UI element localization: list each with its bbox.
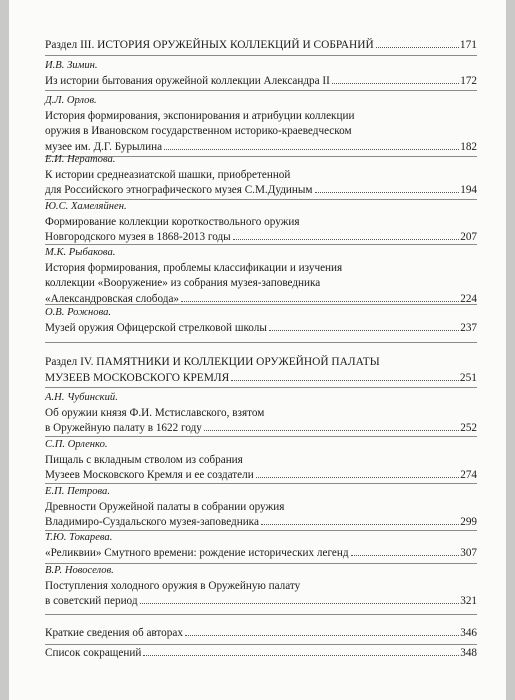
toc-entry[interactable]: Ю.С. Хамеляйнен. Формирование коллекции короткоствольного оружия Новгородского музея в 1868-2013 годы 207 [45, 199, 477, 246]
page-number: 346 [460, 627, 477, 639]
author: О.В. Рожнова. [45, 307, 112, 318]
author: Е.И. Нератова. [45, 154, 116, 165]
toc-entry[interactable]: И.В. Зимин. Из истории бытования оружейной коллекции Александра II 172 [45, 58, 477, 89]
toc-entry[interactable]: О.В. Рожнова. Музей оружия Офицерской стрелковой школы 237 [45, 305, 477, 336]
page-number: 182 [460, 140, 477, 153]
page-number: 274 [460, 469, 477, 481]
section-4-heading[interactable]: Раздел IV. ПАМЯТНИКИ И КОЛЛЕКЦИИ ОРУЖЕЙНОЙ ПАЛАТЫ МУЗЕЕВ МОСКОВСКОГО КРЕМЛЯ 251 [45, 355, 477, 386]
page-number: 299 [460, 516, 477, 528]
divider [45, 387, 477, 388]
page-number: 207 [460, 231, 477, 243]
author: Ю.С. Хамеляйнен. [45, 201, 127, 212]
section-3-heading[interactable]: Раздел III. ИСТОРИЯ ОРУЖЕЙНЫХ КОЛЛЕКЦИЙ И СОБРАНИЙ 171 [45, 38, 477, 54]
toc-entry[interactable]: Е.П. Петрова. Древности Оружейной палаты в собрании оружия Владимиро-Суздальского музея-заповедника 299 [45, 484, 477, 531]
page-number: 307 [460, 546, 477, 559]
page-number: 224 [460, 292, 477, 305]
author: Д.Л. Орлов. [45, 95, 97, 106]
author: Т.Ю. Токарева. [45, 532, 113, 543]
toc-entry[interactable]: М.К. Рыбакова. История формирования, проблемы классификации и изучения коллекции «Вооружение» из собрания музея-заповедника «Александровская слобода» 224 [45, 245, 477, 307]
divider [45, 614, 477, 615]
page-number: 194 [460, 184, 477, 196]
divider [45, 55, 477, 56]
page-number: 251 [459, 371, 477, 384]
toc-entry[interactable]: В.Р. Новоселов. Поступления холодного оружия в Оружейную палату в советский период 321 [45, 563, 477, 610]
page-number: 171 [459, 39, 477, 51]
page-number: 172 [460, 74, 477, 87]
toc-entry[interactable]: Е.И. Нератова. К истории среднеазиатской шашки, приобретенной для Российского этнографического музея С.М.Дудиным 194 [45, 152, 477, 199]
toc-entry[interactable]: Д.Л. Орлов. История формирования, экспонирования и атрибуции коллекции оружия в Ивановском государственном историко-краеведческом музее им. Д.Г. Бурылина 182 [45, 93, 477, 155]
author: В.Р. Новоселов. [45, 565, 114, 576]
book-page [9, 0, 506, 700]
page-number: 252 [460, 422, 477, 434]
toc-entry-authors[interactable]: Краткие сведения об авторах 346 [45, 626, 477, 642]
author: М.К. Рыбакова. [45, 247, 116, 258]
toc-entry[interactable]: С.П. Орленко. Пищаль с вкладным стволом из собрания Музеев Московского Кремля и ее создатели 274 [45, 437, 477, 484]
toc-entry-abbreviations[interactable]: Список сокращений 348 [45, 646, 477, 662]
author: С.П. Орленко. [45, 439, 108, 450]
divider [45, 90, 477, 91]
page-number: 321 [460, 595, 477, 607]
author: Е.П. Петрова. [45, 486, 110, 497]
divider [45, 342, 477, 343]
page-number: 237 [460, 321, 477, 334]
toc-entry[interactable]: А.Н. Чубинский. Об оружии князя Ф.И. Мстиславского, взятом в Оружейную палату в 1622 году 252 [45, 390, 477, 437]
divider [45, 644, 477, 645]
page-number: 348 [460, 647, 477, 659]
author: А.Н. Чубинский. [45, 392, 118, 403]
author: И.В. Зимин. [45, 60, 98, 71]
toc-entry[interactable]: Т.Ю. Токарева. «Реликвии» Смутного времени: рождение исторических легенд 307 [45, 530, 477, 561]
